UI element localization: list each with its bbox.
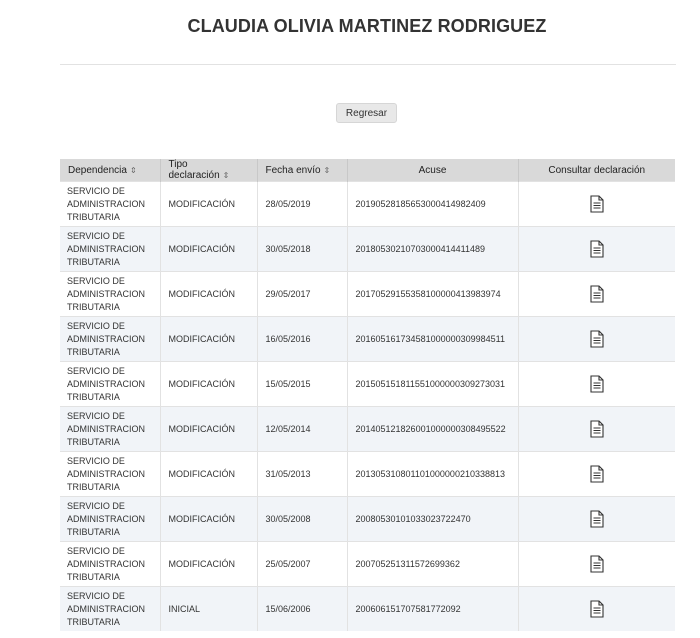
dependencia-line: ADMINISTRACION (67, 558, 146, 569)
dependencia-line: SERVICIO DE (67, 410, 125, 421)
dependencia-line: SERVICIO DE (67, 590, 125, 601)
cell-fecha-envio: 30/05/2018 (257, 227, 347, 272)
header-dependencia-label: Dependencia (68, 164, 127, 176)
dependencia-line: ADMINISTRACION (67, 243, 146, 254)
cell-fecha-envio: 15/05/2015 (257, 362, 347, 407)
cell-tipo-declaracion: INICIAL (160, 587, 257, 632)
header-fecha-envio[interactable] (257, 159, 347, 182)
cell-acuse: 20140512182600100000030849552​2 (347, 407, 518, 452)
cell-consultar-declaracion[interactable] (518, 182, 675, 227)
document-icon[interactable] (589, 330, 605, 348)
dependencia-line: TRIBUTARIA (67, 526, 120, 537)
declarations-table (60, 159, 675, 631)
cell-consultar-declaracion[interactable] (518, 362, 675, 407)
table-row (60, 407, 675, 452)
cell-dependencia (60, 272, 160, 317)
dependencia-line: TRIBUTARIA (67, 481, 120, 492)
cell-tipo-declaracion: MODIFICACIÓN (160, 542, 257, 587)
table-header-row (60, 159, 675, 182)
document-icon[interactable] (589, 375, 605, 393)
dependencia-line: SERVICIO DE (67, 455, 125, 466)
dependencia-line: SERVICIO DE (67, 230, 125, 241)
document-icon[interactable] (589, 555, 605, 573)
dependencia-line: ADMINISTRACION (67, 423, 146, 434)
table-row (60, 542, 675, 587)
table-row (60, 317, 675, 362)
cell-consultar-declaracion[interactable] (518, 317, 675, 362)
sort-icon[interactable]: ⇕ (323, 165, 331, 175)
header-consultar-declaracion: Consultar declaración (518, 159, 675, 182)
document-icon[interactable] (589, 195, 605, 213)
cell-tipo-declaracion: MODIFICACIÓN (160, 317, 257, 362)
cell-acuse: 20190528185653000414982409 (347, 182, 518, 227)
cell-fecha-envio: 28/05/2019 (257, 182, 347, 227)
cell-dependencia (60, 407, 160, 452)
cell-fecha-envio: 31/05/2013 (257, 452, 347, 497)
dependencia-line: ADMINISTRACION (67, 333, 146, 344)
dependencia-line: SERVICIO DE (67, 365, 125, 376)
cell-consultar-declaracion[interactable] (518, 452, 675, 497)
document-icon[interactable] (589, 285, 605, 303)
document-icon[interactable] (589, 465, 605, 483)
table-row (60, 227, 675, 272)
header-tipo-label: Tipo declaración (168, 159, 220, 181)
cell-consultar-declaracion[interactable] (518, 407, 675, 452)
table-row (60, 497, 675, 542)
cell-acuse: 20080530101033023722470 (347, 497, 518, 542)
cell-consultar-declaracion[interactable] (518, 587, 675, 632)
table-row (60, 182, 675, 227)
sort-icon[interactable]: ⇕ (222, 171, 230, 180)
sort-icon[interactable]: ⇕ (129, 165, 137, 175)
cell-acuse: 20180530210703000414411489 (347, 227, 518, 272)
table-row (60, 272, 675, 317)
page-title: CLAUDIA OLIVIA MARTINEZ RODRIGUEZ (187, 16, 547, 36)
dependencia-line: TRIBUTARIA (67, 301, 120, 312)
dependencia-line: SERVICIO DE (67, 500, 125, 511)
cell-tipo-declaracion: MODIFICACIÓN (160, 452, 257, 497)
header-tipo-declaracion[interactable] (160, 159, 257, 182)
dependencia-line: TRIBUTARIA (67, 616, 120, 627)
back-button[interactable]: Regresar (336, 103, 397, 123)
cell-consultar-declaracion[interactable] (518, 227, 675, 272)
cell-tipo-declaracion: MODIFICACIÓN (160, 182, 257, 227)
cell-acuse: 20160516173458100000030998451​1 (347, 317, 518, 362)
cell-consultar-declaracion[interactable] (518, 542, 675, 587)
header-divider (60, 64, 676, 65)
dependencia-line: TRIBUTARIA (67, 346, 120, 357)
cell-consultar-declaracion[interactable] (518, 272, 675, 317)
dependencia-line: TRIBUTARIA (67, 211, 120, 222)
dependencia-line: ADMINISTRACION (67, 198, 146, 209)
dependencia-line: ADMINISTRACION (67, 603, 146, 614)
dependencia-line: SERVICIO DE (67, 185, 125, 196)
cell-tipo-declaracion: MODIFICACIÓN (160, 497, 257, 542)
cell-fecha-envio: 25/05/2007 (257, 542, 347, 587)
cell-fecha-envio: 16/05/2016 (257, 317, 347, 362)
header-acuse: Acuse (347, 159, 518, 182)
cell-dependencia (60, 542, 160, 587)
cell-tipo-declaracion: MODIFICACIÓN (160, 407, 257, 452)
cell-tipo-declaracion: MODIFICACIÓN (160, 272, 257, 317)
cell-acuse: 20070525131157269936​2 (347, 542, 518, 587)
document-icon[interactable] (589, 420, 605, 438)
header-fecha-label: Fecha envío (265, 164, 321, 176)
cell-dependencia (60, 497, 160, 542)
cell-dependencia (60, 587, 160, 632)
cell-acuse: 20060615170758177209​2 (347, 587, 518, 632)
dependencia-line: SERVICIO DE (67, 275, 125, 286)
dependencia-line: TRIBUTARIA (67, 256, 120, 267)
cell-consultar-declaracion[interactable] (518, 497, 675, 542)
dependencia-line: ADMINISTRACION (67, 288, 146, 299)
cell-tipo-declaracion: MODIFICACIÓN (160, 362, 257, 407)
cell-acuse: 20170529155358100000413983974 (347, 272, 518, 317)
dependencia-line: TRIBUTARIA (67, 571, 120, 582)
cell-fecha-envio: 30/05/2008 (257, 497, 347, 542)
cell-dependencia (60, 182, 160, 227)
dependencia-line: ADMINISTRACION (67, 378, 146, 389)
dependencia-line: ADMINISTRACION (67, 513, 146, 524)
document-icon[interactable] (589, 510, 605, 528)
cell-dependencia (60, 362, 160, 407)
document-icon[interactable] (589, 600, 605, 618)
table-row (60, 452, 675, 497)
cell-acuse: 20130531080110100000021033881​3 (347, 452, 518, 497)
cell-fecha-envio: 29/05/2017 (257, 272, 347, 317)
header-dependencia[interactable] (60, 159, 160, 182)
dependencia-line: TRIBUTARIA (67, 391, 120, 402)
table-row (60, 587, 675, 632)
cell-tipo-declaracion: MODIFICACIÓN (160, 227, 257, 272)
cell-dependencia (60, 227, 160, 272)
cell-dependencia (60, 317, 160, 362)
cell-acuse: 20150515181155100000030927303​1 (347, 362, 518, 407)
cell-dependencia (60, 452, 160, 497)
dependencia-line: TRIBUTARIA (67, 436, 120, 447)
cell-fecha-envio: 15/06/2006 (257, 587, 347, 632)
dependencia-line: SERVICIO DE (67, 545, 125, 556)
dependencia-line: ADMINISTRACION (67, 468, 146, 479)
document-icon[interactable] (589, 240, 605, 258)
dependencia-line: SERVICIO DE (67, 320, 125, 331)
table-row (60, 362, 675, 407)
cell-fecha-envio: 12/05/2014 (257, 407, 347, 452)
